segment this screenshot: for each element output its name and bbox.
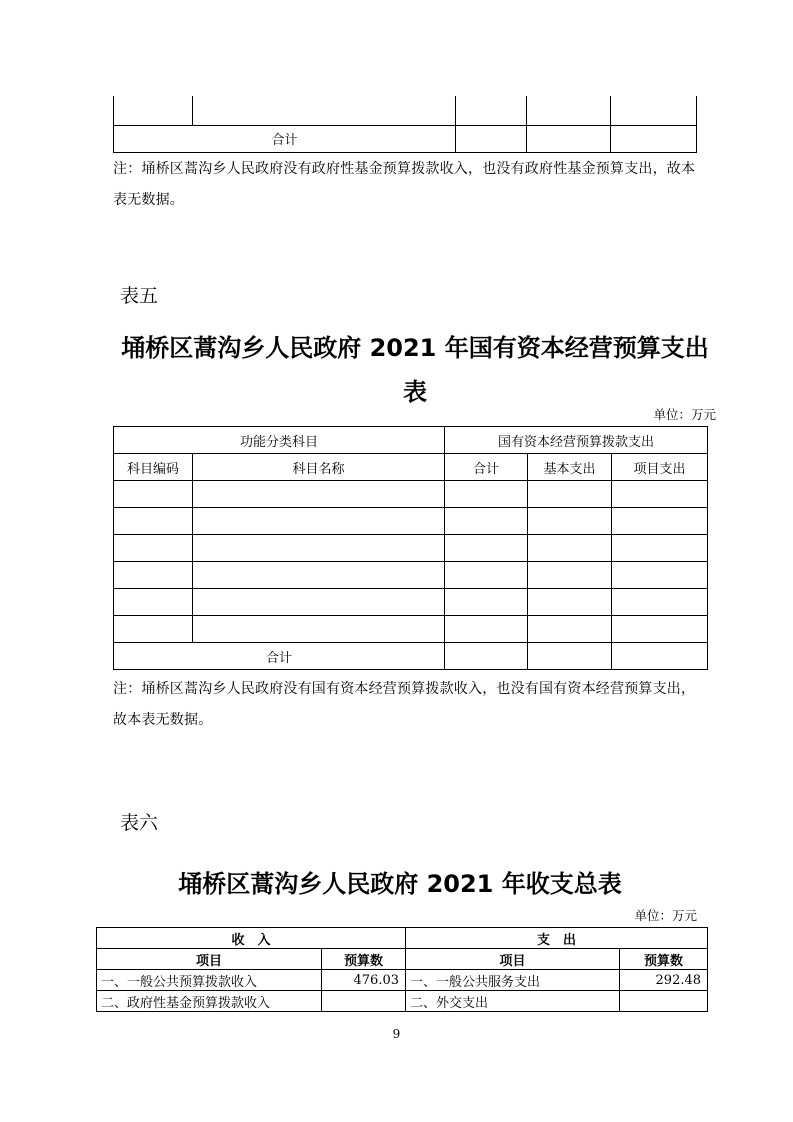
table5 — [113, 426, 708, 670]
col-total: 合计 — [445, 454, 528, 481]
total-row — [114, 643, 708, 670]
table5-header-columns — [114, 454, 708, 481]
total-label: 合计 — [114, 125, 456, 152]
table6-header-columns — [97, 949, 708, 970]
table-row — [97, 991, 708, 1012]
expense-amount — [620, 991, 708, 1012]
table5-title-line1: 埇桥区蒿沟乡人民政府 2021 年国有资本经营预算支出 — [121, 334, 709, 362]
table6-header-group — [97, 928, 708, 949]
table-row — [114, 562, 708, 589]
table6 — [96, 927, 708, 1012]
table5-title-line2: 表 — [403, 378, 427, 406]
header-state-capital-expense: 国有资本经营预算拨款支出 — [445, 427, 708, 454]
income-item: 二、政府性基金预算拨款收入 — [97, 991, 322, 1012]
expense-item: 二、外交支出 — [406, 991, 620, 1012]
col-expense-budget: 预算数 — [620, 949, 708, 970]
table5-header-group — [114, 427, 708, 454]
col-income-item: 项目 — [97, 949, 322, 970]
total-label: 合计 — [114, 643, 445, 670]
table-row — [114, 589, 708, 616]
total-row — [114, 125, 697, 152]
table6-label: 表六 — [120, 812, 159, 834]
header-income: 收 入 — [97, 928, 406, 949]
col-name: 科目名称 — [193, 454, 445, 481]
col-expense-item: 项目 — [406, 949, 620, 970]
table5-unit: 单位：万元 — [653, 407, 716, 422]
expense-item: 一、一般公共服务支出 — [406, 970, 620, 991]
expense-amount: 292.48 — [620, 970, 708, 991]
col-basic: 基本支出 — [528, 454, 612, 481]
table-row — [114, 508, 708, 535]
note-state-capital: 注：埇桥区蒿沟乡人民政府没有国有资本经营预算拨款收入，也没有国有资本经营预算支出，故本表无数据。 — [113, 681, 696, 728]
table-row — [114, 616, 708, 643]
prev-table-fragment — [113, 96, 697, 153]
table-row — [97, 970, 708, 991]
header-expense: 支 出 — [406, 928, 708, 949]
col-code: 科目编码 — [114, 454, 193, 481]
table6-title: 埇桥区蒿沟乡人民政府 2021 年收支总表 — [178, 870, 622, 898]
header-functional-category: 功能分类科目 — [114, 427, 445, 454]
table5-label: 表五 — [120, 285, 159, 307]
note-government-fund: 注：埇桥区蒿沟乡人民政府没有政府性基金预算拨款收入，也没有政府性基金预算支出，故本表无数据。 — [113, 161, 696, 208]
col-project: 项目支出 — [612, 454, 708, 481]
income-amount: 476.03 — [322, 970, 406, 991]
table5-title — [100, 326, 730, 414]
page-number: 9 — [392, 1027, 401, 1041]
income-item: 一、一般公共预算拨款收入 — [97, 970, 322, 991]
table6-unit: 单位：万元 — [634, 908, 697, 923]
table-row — [114, 535, 708, 562]
table-row — [114, 96, 697, 125]
col-income-budget: 预算数 — [322, 949, 406, 970]
income-amount — [322, 991, 406, 1012]
table-row — [114, 481, 708, 508]
